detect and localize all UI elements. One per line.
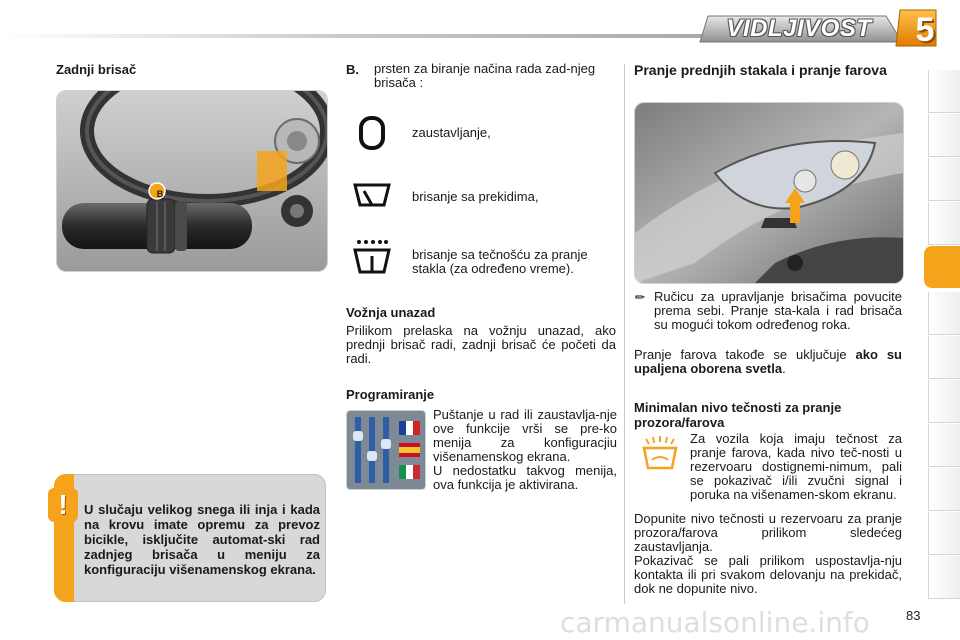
b-label: B.: [346, 62, 359, 77]
rear-wiper-heading: Zadnji brisač: [56, 62, 137, 77]
fluid-level-text-1: Za vozila koja imaju tečnost za pranje farova, kada nivo teč-nosti u rezervoaru dostignemi-nimum, pali se pokazivač i/ili zvučni signal i poruka na višenamen-skom ekranu.: [690, 431, 902, 502]
reverse-heading: Vožnja unazad: [346, 305, 436, 320]
fluid-level-text-3: Pokazivač se pali prilikom uspostavlja-nju kontakta ili pri svakom delovanju na prekidač, dok ne dopunite nivo.: [634, 553, 902, 596]
side-tab-strip: [928, 70, 960, 610]
rear-wiper-stalk-image: [56, 90, 328, 272]
wiper-washer-icon: [352, 238, 392, 278]
stalk-instruction: Ručicu za upravljanje brisačima povucite prema sebi. Pranje sta-kala i rad brisača su mogući tokom određenog roka.: [654, 289, 902, 332]
headlamp-text-post: .: [782, 361, 786, 376]
side-tab[interactable]: [928, 70, 960, 113]
warning-text: U slučaju velikog snega ili inja i kada na krovu imate opremu za prevoz bicikle, isključite automat-ski rad zadnjeg brisača u meniju za konfiguraciju višenamenskog ekrana.: [84, 502, 320, 577]
column-divider: [624, 64, 625, 604]
chapter-number: 5: [915, 11, 935, 49]
watermark: carmanualsonline.info: [560, 606, 870, 639]
chapter-title: VIDLJIVOST: [726, 15, 872, 42]
side-tab[interactable]: [928, 468, 960, 511]
side-tab[interactable]: [928, 556, 960, 599]
reverse-text: Prilikom prelaska na vožnju unazad, ako prednji brisač radi, zadnji brisač će početi da radi.: [346, 323, 616, 366]
headlamp-text-pre: Pranje farova takođe se uključuje: [634, 347, 856, 362]
mode-off-text: zaustavljanje,: [412, 125, 491, 140]
side-tab[interactable]: [928, 424, 960, 467]
warning-icon: !: [48, 488, 78, 522]
pointing-hand-icon: [635, 292, 645, 302]
side-tab[interactable]: [928, 336, 960, 379]
side-tab[interactable]: [928, 114, 960, 157]
front-wash-heading: Pranje prednjih stakala i pranje farova: [634, 62, 887, 78]
washer-fluid-warning-icon: [640, 436, 680, 470]
fluid-level-heading: Minimalan nivo tečnosti za pranje prozora/farova: [634, 400, 842, 430]
side-tab-active[interactable]: [924, 246, 960, 288]
headlamp-wash-text: [634, 348, 902, 376]
side-tab[interactable]: [928, 202, 960, 245]
headlamp-text-bold: ako su upaljena oborena svetla: [634, 347, 902, 376]
fluid-level-text-2: Dopunite nivo tečnosti u rezervoaru za pranje prozora/farova prilikom sledećeg zaustavljanja.: [634, 511, 902, 554]
config-menu-image: [346, 410, 426, 490]
mode-washer-text: brisanje sa tečnošću za pranje stakla (za određeno vreme).: [412, 247, 588, 276]
programming-heading: Programiranje: [346, 387, 435, 402]
page-number: 83: [906, 608, 921, 623]
side-tab[interactable]: [928, 292, 960, 335]
wiper-intermittent-icon: [352, 180, 392, 210]
wiper-off-icon: [358, 116, 386, 150]
side-tab[interactable]: [928, 512, 960, 555]
programming-text-2: U nedostatku takvog menija, ova funkcija je aktivirana.: [433, 463, 617, 492]
programming-text-1: Puštanje u rad ili zaustavlja-nje ove funkcije vrši se pre-ko menija za konfiguracjiu višenamenskog ekrana.: [433, 407, 617, 464]
callout-b-label: B: [156, 189, 164, 199]
b-description: prsten za biranje načina rada zad-njeg brisača :: [374, 61, 596, 90]
mode-intermittent-text: brisanje sa prekidima,: [412, 189, 539, 204]
headlamp-image: [634, 102, 904, 284]
side-tab[interactable]: [928, 158, 960, 201]
side-tab[interactable]: [928, 380, 960, 423]
